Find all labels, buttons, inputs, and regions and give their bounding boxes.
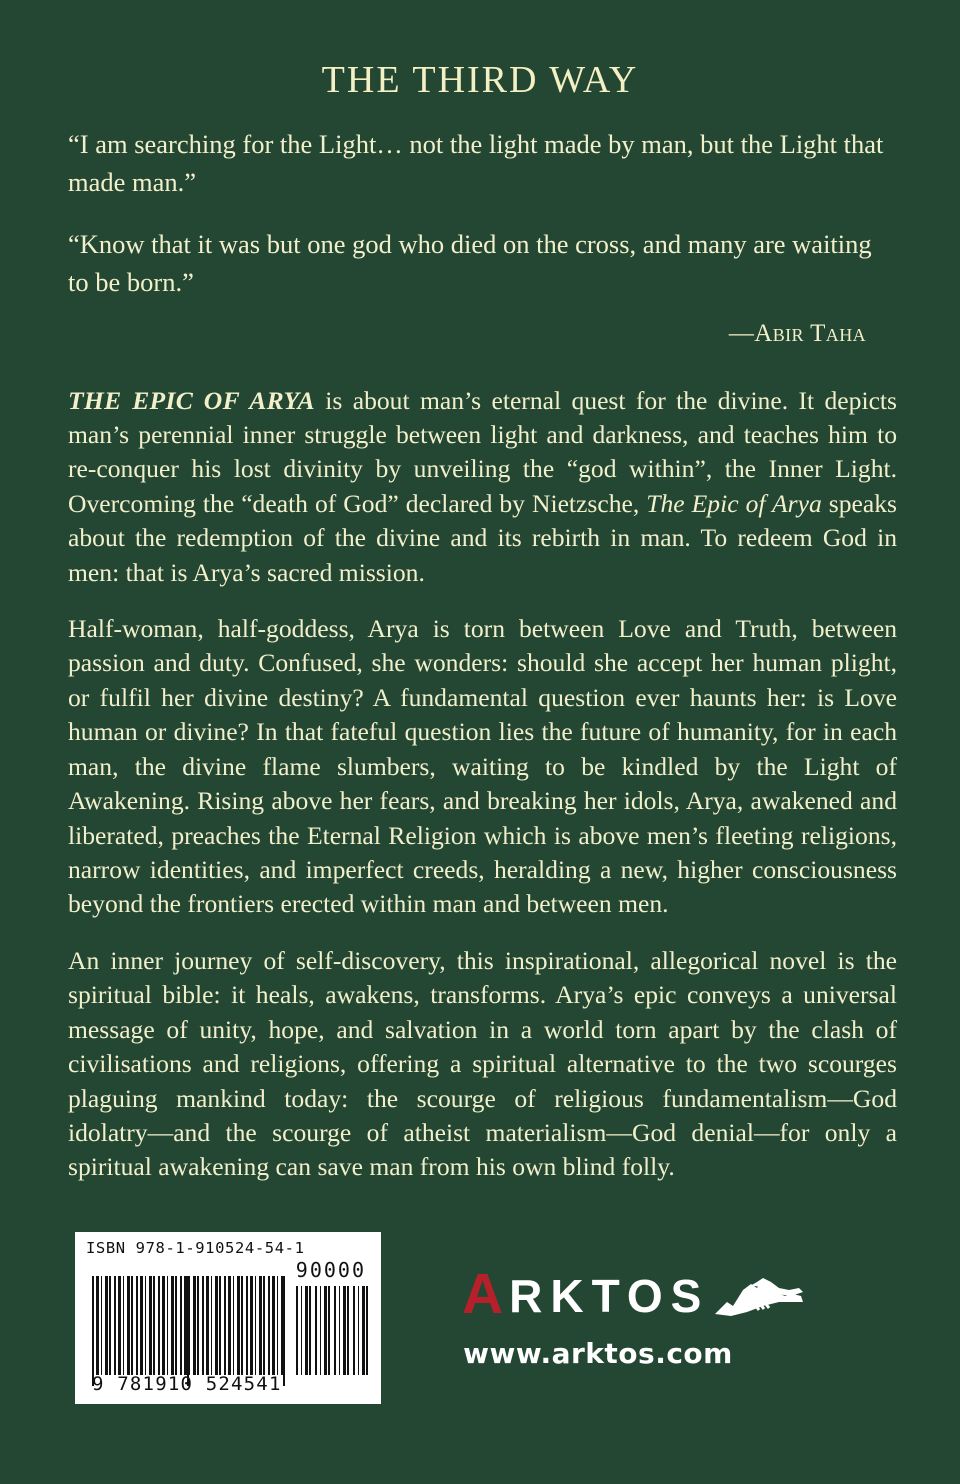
blurb-paragraph-one-text-a: is about man’s eternal quest for the divine. It depicts man’s perennial inner struggle between light and darkness, and teaches him to re-conquer his lost divinity by unveiling the “god within”, the Inner Light. Overcoming the “death of God” declared by Nietzsche,: [68, 385, 897, 518]
barcode-guard-middle: [187, 1276, 189, 1386]
publisher-wordmark: [462, 1261, 802, 1326]
blurb-paragraph-one-text-b: speaks about the redemption of the divine and its rebirth in man. To redeem God in men: that is Arya’s sacred mission.: [68, 488, 897, 587]
blurb-paragraph-three: An inner journey of self-discovery, this inspirational, allegorical novel is the spiritual bible: it heals, awakens, transforms. Arya’s epic conveys a universal message of unity, hope, and salvation in a world torn apart by the clash of civilisations and religions, offering a spiritual alternative to the two scourges plaguing mankind today: the scourge of religious fundamentalism—God idolatry—and the scourge of atheist materialism—God denial—for only a spiritual awakening can save man from his own blind folly.: [68, 945, 897, 1182]
barcode-guard-left: [92, 1276, 94, 1386]
blurb-paragraph-two: Half-woman, half-goddess, Arya is torn between Love and Truth, between passion and duty. Confused, she wonders: should she accept her human plight, or fulfil her divine destiny? A fundamental question ever haunts her: is Love human or divine? In that fateful question lies the future of humanity, for in each man, the divine flame slumbers, waiting to be kindled by the Light of Awakening. Rising above her fears, and breaking her idols, Arya, awakened and liberated, preaches the Eternal Religion which is above men’s fleeting religions, narrow identities, and imperfect creeds, heralding a new, higher consciousness beyond the frontiers erected within man and between men.: [68, 614, 897, 919]
epigraph-quote-two: “Know that it was but one god who died on the cross, and many are waiting to be born.”: [68, 229, 872, 297]
blurb-paragraph-one: [68, 384, 897, 591]
isbn-barcode: [75, 1232, 381, 1404]
barcode-guard-right: [283, 1276, 285, 1386]
mountain-icon: [713, 1266, 805, 1323]
barcode-bars-addon: [296, 1286, 372, 1375]
blurb-italic-title: The Epic of Arya: [646, 488, 822, 518]
publisher-logo: [462, 1261, 802, 1385]
page-title: THE THIRD WAY: [321, 59, 639, 101]
blurb-lead-title: THE EPIC OF ARYA: [68, 385, 315, 415]
logo-wordmark-rest: RKTOS: [509, 1270, 710, 1322]
publisher-website: www.arktos.com: [463, 1337, 733, 1370]
epigraph-block: [0, 99, 960, 348]
barcode-addon-number: 90000: [295, 1258, 366, 1282]
barcode-graphic: [84, 1258, 372, 1393]
barcode-digits: 9 781910 524541: [92, 1373, 282, 1395]
isbn-text: ISBN 978-1-910524-54-1: [86, 1239, 305, 1257]
blurb-block: [0, 384, 960, 1185]
epigraph-quote-one: “I am searching for the Light… not the light made by man, but the Light that made man.”: [68, 129, 884, 197]
epigraph-attribution: —Abir Taha: [728, 319, 866, 347]
logo-initial-a: A: [462, 1261, 504, 1326]
